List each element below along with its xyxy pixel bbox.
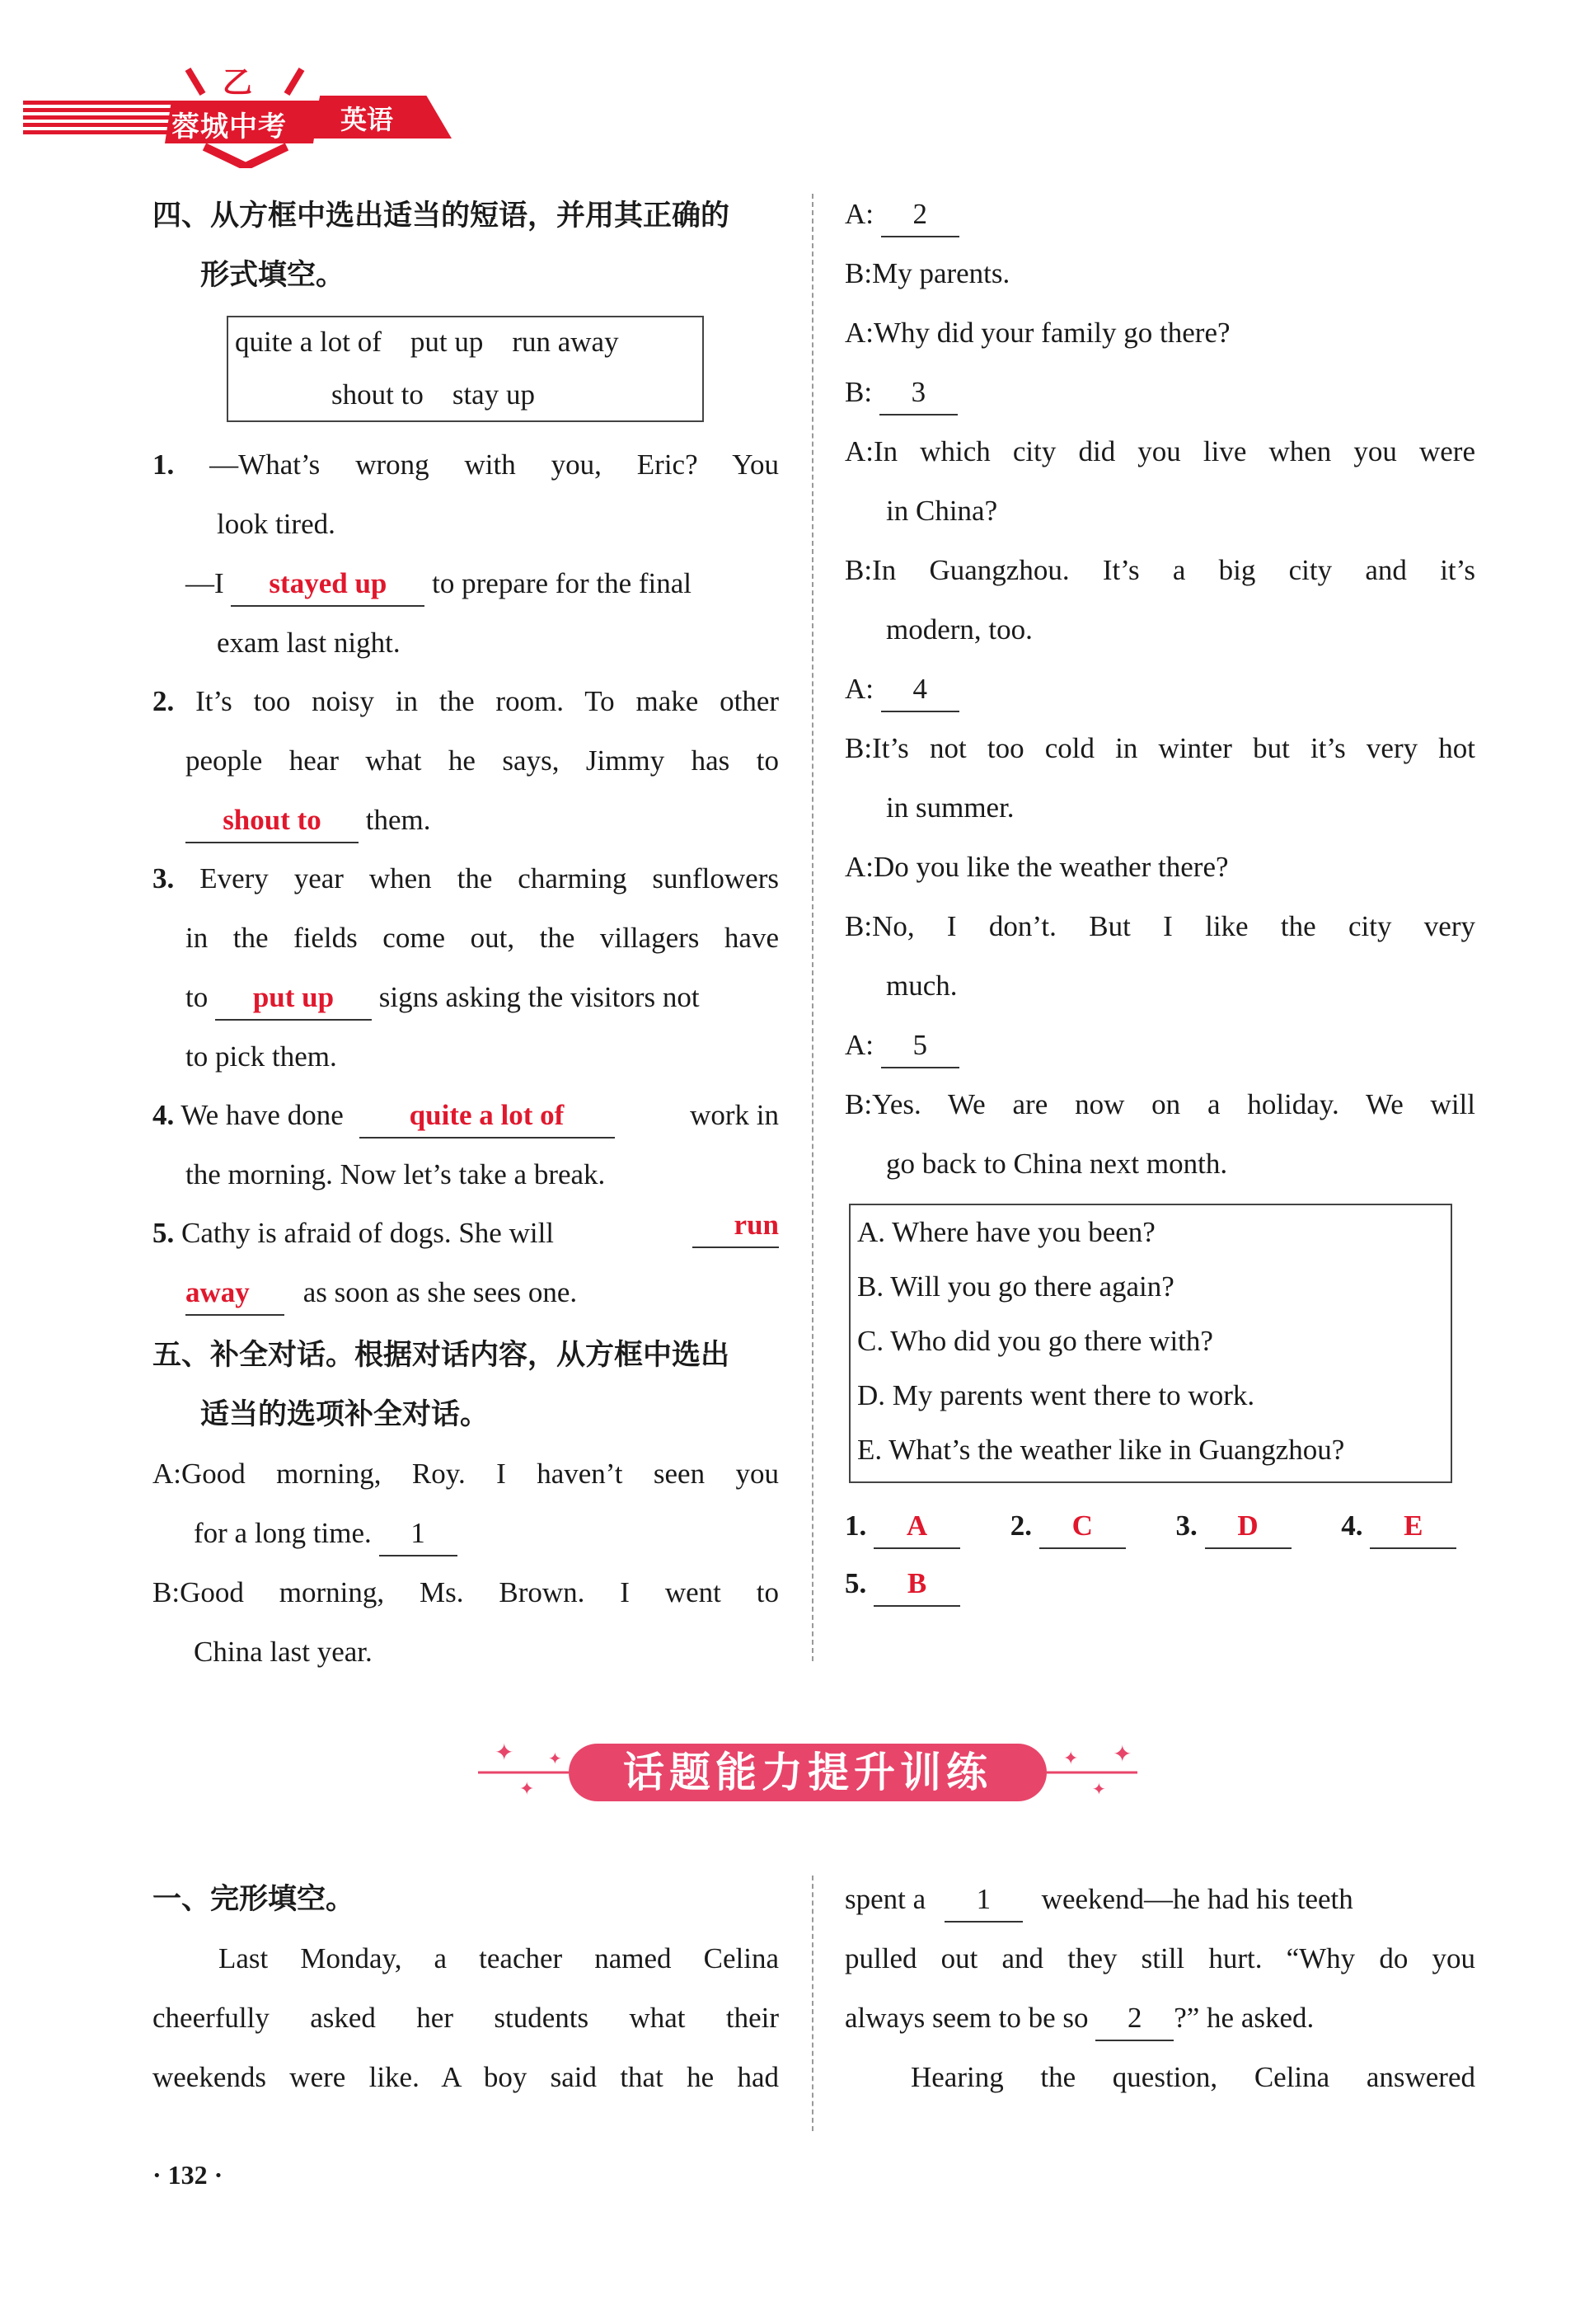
svg-text:✦: ✦ <box>519 1779 535 1800</box>
dialogue-left-a-line2 <box>152 1504 779 1563</box>
q3-text3-post: signs asking the visitors not <box>378 981 700 1013</box>
answer-blank-4[interactable]: E <box>1370 1505 1456 1549</box>
q2 <box>152 672 779 850</box>
dialogue-left <box>152 1444 779 1682</box>
cloze-right-line1 <box>845 1870 1475 1929</box>
q5-text2-post: as soon as she sees one. <box>302 1276 578 1308</box>
dialogue-r-5b: modern, too. <box>886 613 1033 646</box>
cloze-right-line2: pulled out and they still hurt. “Why do you <box>845 1942 1475 1974</box>
dialogue-left-b-line1 <box>152 1563 779 1622</box>
dialogue-left-b-text1: Good morning, Ms. Brown. I went to <box>180 1576 779 1608</box>
dialogue-r-11 <box>845 1075 1475 1134</box>
column-divider-bottom <box>812 1876 813 2131</box>
q1-text1: —What’s wrong with you, Eric? You <box>209 448 779 481</box>
q1-answer-blank[interactable]: stayed up <box>231 562 424 607</box>
dialogue-r-3 <box>845 363 1475 422</box>
banner-title: 话题能力提升训练 <box>623 1749 992 1796</box>
q4-text1-post: work in <box>690 1099 779 1131</box>
section4-title <box>152 186 729 305</box>
cloze-r1-post: weekend—he had his teeth <box>1041 1883 1353 1915</box>
speaker-a: A: <box>845 317 874 349</box>
answer-item-2 <box>1010 1496 1169 1556</box>
cloze-left-line1: Last Monday, a teacher named Celina <box>218 1942 779 1974</box>
q3-line2: in the fields come out, the villagers have <box>185 922 779 954</box>
cloze-title: 一、完形填空。 <box>152 1883 355 1916</box>
q1 <box>152 435 779 673</box>
q1-text3-pre: —I <box>185 567 224 599</box>
speaker-a: A: <box>152 1458 181 1490</box>
speaker-b: B: <box>845 376 873 408</box>
dialogue-r-1 <box>845 244 1475 303</box>
q5-line2 <box>152 1263 779 1322</box>
dialogue-r-5 <box>845 541 1475 600</box>
q5-text1-pre: Cathy is afraid of dogs. She will <box>181 1217 555 1249</box>
svg-text:✦: ✦ <box>548 1749 562 1768</box>
speaker-a: A: <box>845 1029 874 1061</box>
topic-banner <box>470 1735 1146 1810</box>
q3-line4: to pick them. <box>185 1040 337 1073</box>
answer-num-4: 4. <box>1341 1509 1363 1542</box>
answer-num-2: 2. <box>1010 1509 1032 1542</box>
q1-line2: look tired. <box>217 508 335 540</box>
q4-number: 4. <box>152 1099 175 1131</box>
svg-text:✦: ✦ <box>1113 1740 1132 1768</box>
header <box>23 49 485 173</box>
subject-label: 英语 <box>340 104 394 135</box>
q1-line4: exam last night. <box>217 627 401 659</box>
dialogue-left-a-line1 <box>152 1444 779 1504</box>
q3 <box>152 849 779 1087</box>
cloze-r3-pre: always seem to be so <box>845 2002 1089 2034</box>
cloze-right <box>845 1870 1475 2107</box>
options-box <box>849 1204 1452 1483</box>
answers-row1 <box>845 1496 1488 1556</box>
q1-number: 1. <box>152 448 175 481</box>
section5-title-line2: 适当的选项补全对话。 <box>200 1398 490 1431</box>
cloze-blank-2[interactable]: 2 <box>1095 1997 1174 2041</box>
brand-text: 蓉城中考 <box>171 110 287 143</box>
section5-title <box>152 1326 729 1444</box>
q4 <box>152 1086 779 1204</box>
answer-blank-2[interactable]: C <box>1039 1505 1126 1549</box>
speaker-a: A: <box>845 673 874 705</box>
q2-answer-blank[interactable]: shout to <box>185 799 359 843</box>
cloze-r3-post: ?” he asked. <box>1174 2002 1315 2034</box>
q5 <box>152 1204 779 1322</box>
header-stripes <box>23 101 171 137</box>
phrase-box-row1: quite a lot of put up run away <box>235 326 619 358</box>
q2-text3-post: them. <box>365 804 431 836</box>
cloze-left-line3: weekends were like. A boy said that he had <box>152 2061 779 2093</box>
section4-title-line2: 形式填空。 <box>200 259 345 292</box>
dialogue-r-4 <box>845 422 1475 481</box>
section5-title-line1: 五、补全对话。根据对话内容，从方框中选出 <box>152 1339 730 1372</box>
answer-item-3 <box>1176 1496 1334 1556</box>
dialogue-blank-1[interactable]: 1 <box>379 1512 457 1556</box>
cloze-blank-1[interactable]: 1 <box>945 1878 1023 1923</box>
dialogue-right <box>845 185 1475 1194</box>
q3-line1 <box>152 849 779 908</box>
dialogue-left-a-text1: Good morning, Roy. I haven’t seen you <box>181 1458 779 1490</box>
option-e: E. What’s the weather like in Guangzhou? <box>857 1434 1345 1466</box>
q3-text1: Every year when the charming sunflowers <box>199 862 779 894</box>
q4-line2: the morning. Now let’s take a break. <box>185 1158 606 1190</box>
q2-line3 <box>152 791 779 850</box>
speaker-b: B: <box>845 910 873 942</box>
dialogue-r-2 <box>845 303 1475 363</box>
answer-item-4 <box>1341 1496 1481 1556</box>
speaker-a: A: <box>845 198 874 230</box>
dialogue-r-9 <box>845 897 1475 956</box>
answer-blank-1[interactable]: A <box>874 1505 960 1549</box>
q1-line3 <box>152 554 779 613</box>
svg-text:乙: 乙 <box>222 66 253 100</box>
answer-num-5: 5. <box>845 1567 867 1599</box>
answer-item-1 <box>845 1496 1003 1556</box>
dialogue-r-9-text: No, I don’t. But I like the city very <box>872 910 1475 942</box>
speaker-a: A: <box>845 435 874 467</box>
speaker-b: B: <box>845 1088 873 1120</box>
dialogue-r-9b: much. <box>886 970 958 1002</box>
q1-text3-post: to prepare for the final <box>432 567 692 599</box>
q5-number: 5. <box>152 1217 175 1249</box>
dialogue-blank-5[interactable]: 5 <box>881 1024 959 1068</box>
dialogue-r-4b: in China? <box>886 495 998 527</box>
q5-answer-blank-part2[interactable]: away <box>185 1271 284 1316</box>
option-a: A. Where have you been? <box>857 1216 1156 1248</box>
svg-text:✦: ✦ <box>1092 1779 1106 1799</box>
svg-text:✦: ✦ <box>1063 1749 1079 1769</box>
dialogue-r-5-text: In Guangzhou. It’s a big city and it’s <box>872 554 1475 586</box>
answer-blank-5[interactable]: B <box>874 1562 960 1607</box>
answer-num-1: 1. <box>845 1509 867 1542</box>
dialogue-r-8 <box>845 838 1475 897</box>
speaker-b: B: <box>152 1576 180 1608</box>
q2-line1 <box>152 672 779 731</box>
dialogue-r-0 <box>845 185 1475 244</box>
speaker-a: A: <box>845 851 874 883</box>
dialogue-blank-4[interactable]: 4 <box>881 668 959 712</box>
dialogue-r-10 <box>845 1016 1475 1075</box>
speaker-b: B: <box>845 257 873 289</box>
q4-answer-blank[interactable]: quite a lot of <box>359 1094 615 1139</box>
page-number: · 132 · <box>152 2160 223 2190</box>
dialogue-r-7b: in summer. <box>886 791 1015 824</box>
q1-line1 <box>152 435 779 495</box>
dialogue-r-2-text: Why did your family go there? <box>874 317 1231 349</box>
option-b: B. Will you go there again? <box>857 1270 1174 1303</box>
section4-title-line1: 四、从方框中选出适当的短语，并用其正确的 <box>152 200 730 232</box>
q4-line1 <box>152 1086 779 1145</box>
answers-row2 <box>845 1554 960 1613</box>
dialogue-r-11-text: Yes. We are now on a holiday. We will <box>872 1088 1475 1120</box>
q3-text3-pre: to <box>185 981 209 1013</box>
q2-number: 2. <box>152 685 175 717</box>
dialogue-blank-3[interactable]: 3 <box>879 371 958 416</box>
q5-line1 <box>152 1204 779 1263</box>
column-divider-top <box>812 194 813 1661</box>
svg-text:✦: ✦ <box>495 1739 514 1766</box>
answer-num-3: 3. <box>1175 1509 1198 1542</box>
dialogue-left-a-text2: for a long time. <box>194 1517 372 1549</box>
answer-blank-3[interactable]: D <box>1205 1505 1292 1549</box>
q5-answer-blank-part1[interactable]: run <box>692 1204 779 1248</box>
dialogue-blank-2[interactable]: 2 <box>881 193 959 237</box>
q2-line2: people hear what he says, Jimmy has to <box>185 744 779 777</box>
q4-text1-pre: We have done <box>180 1099 344 1131</box>
cloze-r1-pre: spent a <box>845 1883 926 1915</box>
dialogue-r-7-text: It’s not too cold in winter but it’s very hot <box>872 732 1475 764</box>
q3-line3 <box>152 968 779 1027</box>
speaker-b: B: <box>845 554 873 586</box>
option-c: C. Who did you go there with? <box>857 1325 1213 1357</box>
dialogue-left-b-line2: China last year. <box>194 1636 373 1668</box>
dialogue-r-11b: go back to China next month. <box>886 1148 1228 1180</box>
q3-number: 3. <box>152 862 175 894</box>
cloze-left-line2: cheerfully asked her students what their <box>152 2002 779 2034</box>
dialogue-r-7 <box>845 719 1475 778</box>
dialogue-r-4-text: In which city did you live when you were <box>874 435 1475 467</box>
phrase-box <box>227 316 704 422</box>
cloze-right-line3 <box>845 1988 1475 2048</box>
dialogue-r-1-text: My parents. <box>872 257 1010 289</box>
dialogue-r-6 <box>845 660 1475 719</box>
cloze-right-line4: Hearing the question, Celina answered <box>911 2061 1475 2093</box>
option-d: D. My parents went there to work. <box>857 1379 1255 1411</box>
speaker-b: B: <box>845 732 873 764</box>
cloze-left <box>152 1929 779 2107</box>
phrase-box-row2: shout to stay up <box>331 378 535 411</box>
q3-answer-blank[interactable]: put up <box>215 976 372 1021</box>
q2-text1: It’s too noisy in the room. To make other <box>195 685 780 717</box>
dialogue-r-8-text: Do you like the weather there? <box>874 851 1229 883</box>
